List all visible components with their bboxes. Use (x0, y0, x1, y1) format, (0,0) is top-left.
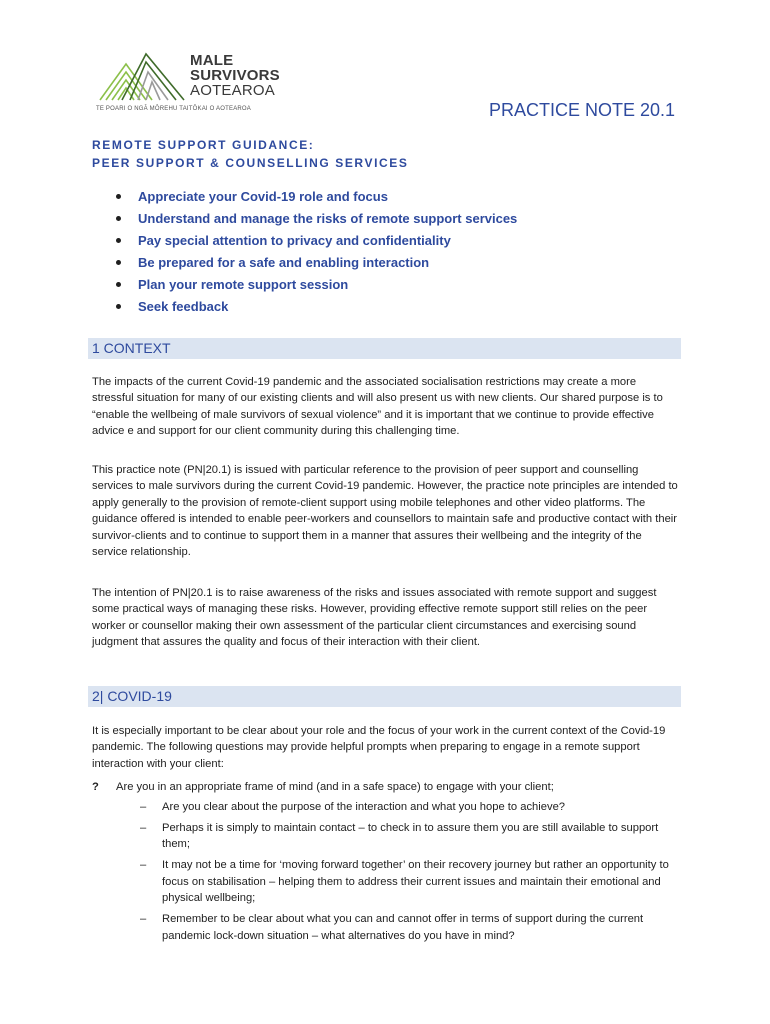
summary-bullet-text: Appreciate your Covid-19 role and focus (138, 189, 388, 204)
bullet-icon (116, 304, 121, 309)
prompt-subitem-text: Are you clear about the purpose of the interaction and what you hope to achieve? (162, 801, 566, 813)
document-subtitle-line2: PEER SUPPORT & COUNSELLING SERVICES (92, 156, 409, 170)
prompt-subitem-list (140, 799, 680, 949)
bullet-icon (116, 238, 121, 243)
logo-text-male: MALE (190, 52, 234, 69)
dash-bullet-icon: – (140, 913, 147, 926)
context-paragraph-2: This practice note (PN|20.1) is issued with particular reference to the provision of peer support and counselling services to male survivors during the current Covid-19 pandemic. However, the practice note principles are intended to apply generally to the provision of remote-client support using mobile telephones and other video platforms. The guidance offered is intended to enable peer-workers and counsellors to maintain safe and productive contact with their survivor-clients and to continue to support them in a manner that assures their wellbeing and the integrity of the service relationship. (92, 464, 678, 559)
question-mark-icon: ? (92, 781, 99, 793)
summary-bullet-text: Pay special attention to privacy and confidentiality (138, 233, 451, 248)
prompt-subitem-text: It may not be a time for ‘moving forward together’ on their recovery journey but rather an opportunity to focus on stabilisation – helping them to address their current issues and maintain their emotional and physical wellbeing; (162, 859, 669, 905)
logo-text-survivors: SURVIVORS (190, 67, 280, 84)
bullet-icon (116, 194, 121, 199)
prompt-subitem (140, 911, 680, 944)
prompt-subitem-text: Perhaps it is simply to maintain contact – to check in to assure them you are still available to support them; (162, 822, 659, 851)
bullet-icon (116, 282, 121, 287)
covid-intro-paragraph: It is especially important to be clear about your role and the focus of your work in the current context of the Covid-19 pandemic. The following questions may provide helpful prompts when preparing to engage in a remote support interaction with your client: (92, 725, 666, 770)
summary-bullet-item (114, 210, 517, 232)
summary-bullet-item (114, 254, 517, 276)
context-paragraph-3: The intention of PN|20.1 is to raise awareness of the risks and issues associated with remote support and suggest some practical ways of managing these risks. However, providing effective remote support still relies on the peer worker or counsellor making their own assessment of the particular client circumstances and exercising sound judgment that assures the quality and focus of their interaction with their client. (92, 587, 657, 649)
practice-note-title: PRACTICE NOTE 20.1 (488, 100, 675, 120)
summary-bullet-text: Understand and manage the risks of remote support services (138, 211, 518, 226)
prompt-subitem (140, 799, 680, 815)
bullet-icon (116, 260, 121, 265)
summary-bullet-item (114, 298, 517, 320)
prompt-subitem (140, 857, 680, 906)
summary-bullet-list (114, 188, 517, 320)
summary-bullet-text: Seek feedback (138, 299, 229, 314)
summary-bullet-item (114, 276, 517, 298)
prompt-subitem-text: Remember to be clear about what you can and cannot offer in terms of support during the current pandemic lock-down situation – what alternatives do you have in mind? (162, 913, 644, 942)
prompt-question-text: Are you in an appropriate frame of mind (and in a safe space) to engage with your client; (116, 781, 554, 793)
logo-tagline: TE POARI O NGĀ MŌREHU TAITŌKAI O AOTEAROA (96, 106, 252, 112)
summary-bullet-item (114, 232, 517, 254)
bullet-icon (116, 216, 121, 221)
organisation-logo (96, 50, 296, 120)
summary-bullet-text: Be prepared for a safe and enabling interaction (138, 255, 430, 270)
dash-bullet-icon: – (140, 859, 147, 872)
mountain-logo-icon (96, 50, 188, 102)
summary-bullet-text: Plan your remote support session (138, 277, 349, 292)
document-subtitle-line1: REMOTE SUPPORT GUIDANCE: (92, 138, 315, 152)
prompt-subitem (140, 820, 680, 853)
logo-text-aotearoa: AOTEAROA (190, 82, 275, 99)
section-heading-context: 1 CONTEXT (88, 338, 681, 359)
section-heading-covid: 2| COVID-19 (88, 686, 681, 707)
dash-bullet-icon: – (140, 801, 147, 813)
dash-bullet-icon: – (140, 822, 147, 834)
context-paragraph-1: The impacts of the current Covid-19 pandemic and the associated socialisation restrictions may create a more stressful situation for many of our existing clients and will also present us with new clients. Our shared purpose is to “enable the wellbeing of male survivors of sexual violence” and it is important that we continue to provide effective advice e and support for our client community during this challenging time. (92, 376, 663, 438)
summary-bullet-item (114, 188, 517, 210)
